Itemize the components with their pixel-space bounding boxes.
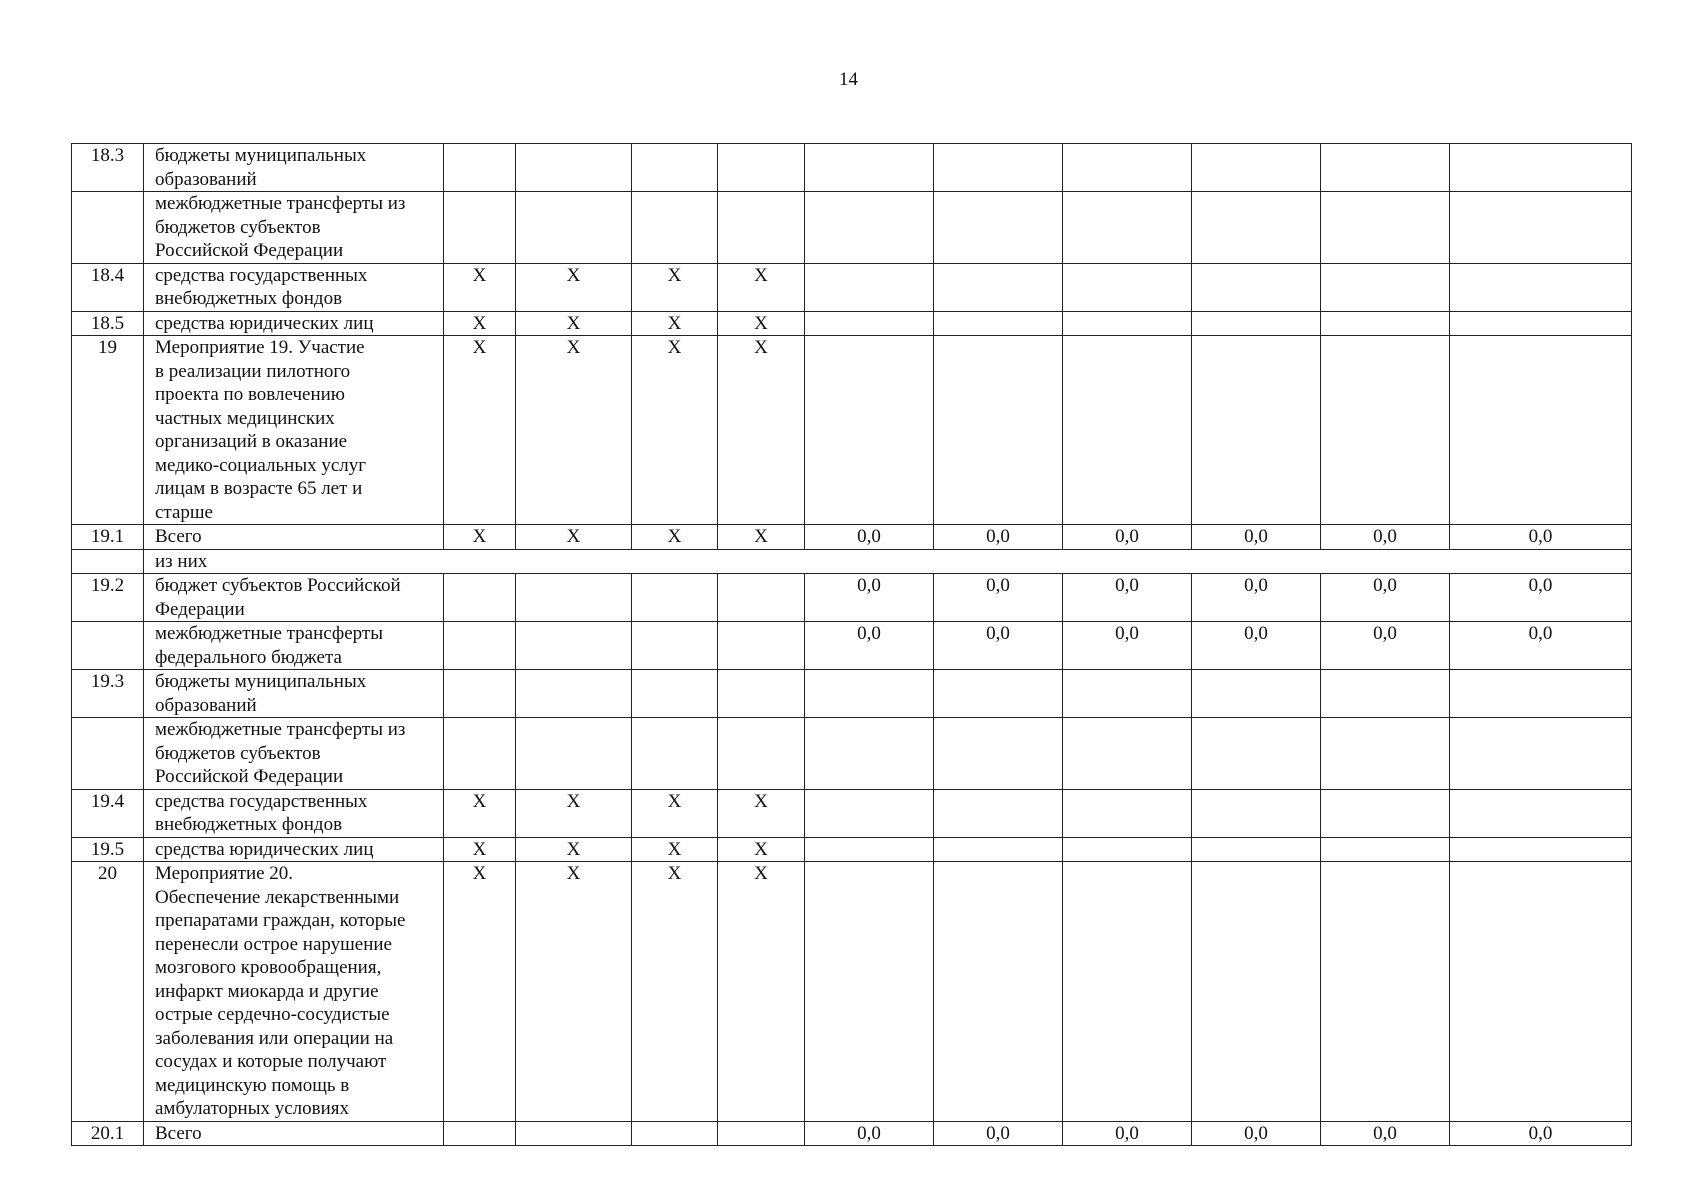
value-cell: 0,0 [1321, 525, 1450, 550]
value-cell [1063, 789, 1192, 837]
value-cell [1450, 837, 1632, 862]
mark-cell: X [516, 525, 632, 550]
mark-cell: X [632, 862, 718, 1122]
value-cell [1450, 862, 1632, 1122]
mark-cell: X [718, 525, 805, 550]
mark-cell [516, 144, 632, 192]
value-cell [1321, 862, 1450, 1122]
name-cell [144, 574, 444, 622]
value-cell [1063, 144, 1192, 192]
value-cell [805, 718, 934, 790]
value-cell [805, 789, 934, 837]
value-cell [1321, 192, 1450, 264]
name-cell [144, 144, 444, 192]
value-cell [1063, 336, 1192, 525]
mark-cell: X [632, 837, 718, 862]
table-body [72, 144, 1632, 1146]
table-row [72, 622, 1632, 670]
table-row [72, 1121, 1632, 1146]
value-cell [1063, 263, 1192, 311]
mark-cell: X [516, 336, 632, 525]
table-row [72, 789, 1632, 837]
value-cell [934, 311, 1063, 336]
mark-cell [516, 192, 632, 264]
value-cell [1321, 718, 1450, 790]
value-cell [805, 837, 934, 862]
value-cell [1063, 311, 1192, 336]
mark-cell [718, 718, 805, 790]
value-cell: 0,0 [1450, 525, 1632, 550]
mark-cell [516, 622, 632, 670]
value-cell: 0,0 [805, 525, 934, 550]
row-number: 19.1 [72, 525, 144, 550]
value-cell [934, 718, 1063, 790]
name-cell [144, 1121, 444, 1146]
value-cell [1192, 336, 1321, 525]
value-cell: 0,0 [934, 525, 1063, 550]
row-number [72, 622, 144, 670]
mark-cell: X [632, 263, 718, 311]
value-cell [934, 192, 1063, 264]
row-name: бюджеты муниципальных образований [155, 145, 367, 190]
mark-cell: X [444, 837, 516, 862]
value-cell: 0,0 [1192, 525, 1321, 550]
value-cell [805, 336, 934, 525]
mark-cell: X [718, 789, 805, 837]
value-cell [1192, 670, 1321, 718]
row-name: средства юридических лиц [155, 838, 374, 860]
value-cell [1321, 837, 1450, 862]
name-cell [144, 311, 444, 336]
value-cell [1192, 311, 1321, 336]
mark-cell [444, 144, 516, 192]
value-cell [1321, 789, 1450, 837]
value-cell [805, 192, 934, 264]
table-row [72, 336, 1632, 525]
mark-cell: X [444, 862, 516, 1122]
mark-cell [718, 670, 805, 718]
value-cell [934, 789, 1063, 837]
value-cell: 0,0 [805, 574, 934, 622]
mark-cell [444, 1121, 516, 1146]
value-cell [805, 862, 934, 1122]
value-cell [805, 144, 934, 192]
row-number: 20.1 [72, 1121, 144, 1146]
value-cell [934, 336, 1063, 525]
value-cell [1192, 192, 1321, 264]
row-name: бюджет субъектов Российской Федерации [155, 575, 401, 620]
mark-cell [718, 192, 805, 264]
row-number: 20 [72, 862, 144, 1122]
value-cell [1321, 263, 1450, 311]
mark-cell [632, 670, 718, 718]
mark-cell [444, 718, 516, 790]
mark-cell: X [516, 311, 632, 336]
value-cell [1450, 336, 1632, 525]
value-cell [1192, 862, 1321, 1122]
row-number [72, 718, 144, 790]
value-cell: 0,0 [1321, 622, 1450, 670]
mark-cell [444, 670, 516, 718]
name-cell [144, 718, 444, 790]
value-cell: 0,0 [1192, 1121, 1321, 1146]
value-cell [1063, 862, 1192, 1122]
row-name: Мероприятие 19. Участие в реализации пилотного проекта по вовлечению частных медицинских организаций в оказание медико-социальных услуг лицам в возрасте 65 лет и старше [155, 337, 367, 523]
value-cell [1450, 144, 1632, 192]
mark-cell [632, 192, 718, 264]
mark-cell [718, 144, 805, 192]
mark-cell [632, 144, 718, 192]
table-row [72, 718, 1632, 790]
page-number: 14 [839, 69, 858, 90]
value-cell: 0,0 [1192, 622, 1321, 670]
value-cell [1192, 144, 1321, 192]
value-cell [1192, 789, 1321, 837]
row-number: 19 [72, 336, 144, 525]
table-row [72, 525, 1632, 550]
row-name: средства государственных внебюджетных фондов [155, 264, 368, 309]
name-cell [144, 862, 444, 1122]
table-row [72, 837, 1632, 862]
row-number: 18.3 [72, 144, 144, 192]
mark-cell: X [444, 525, 516, 550]
mark-cell: X [444, 311, 516, 336]
value-cell [934, 144, 1063, 192]
row-number: 19.3 [72, 670, 144, 718]
value-cell [805, 311, 934, 336]
table-row [72, 144, 1632, 192]
value-cell [1321, 336, 1450, 525]
mark-cell [516, 718, 632, 790]
value-cell [1450, 789, 1632, 837]
value-cell: 0,0 [1450, 1121, 1632, 1146]
name-cell [144, 549, 1632, 574]
value-cell [1450, 263, 1632, 311]
value-cell: 0,0 [934, 622, 1063, 670]
row-name: средства юридических лиц [155, 312, 374, 334]
value-cell: 0,0 [1063, 1121, 1192, 1146]
row-number: 19.4 [72, 789, 144, 837]
value-cell [934, 670, 1063, 718]
name-cell [144, 336, 444, 525]
name-cell [144, 525, 444, 550]
table-row [72, 670, 1632, 718]
value-cell: 0,0 [805, 622, 934, 670]
value-cell [805, 263, 934, 311]
row-name: бюджеты муниципальных образований [155, 671, 367, 716]
table-row [72, 192, 1632, 264]
mark-cell: X [718, 336, 805, 525]
budget-table [71, 143, 1632, 1146]
value-cell: 0,0 [1450, 622, 1632, 670]
row-number: 18.4 [72, 263, 144, 311]
mark-cell: X [516, 263, 632, 311]
value-cell [1321, 311, 1450, 336]
name-cell [144, 622, 444, 670]
name-cell [144, 837, 444, 862]
value-cell [1192, 263, 1321, 311]
mark-cell: X [718, 862, 805, 1122]
value-cell: 0,0 [1321, 1121, 1450, 1146]
mark-cell [632, 574, 718, 622]
table-row [72, 574, 1632, 622]
value-cell: 0,0 [934, 574, 1063, 622]
value-cell [1321, 144, 1450, 192]
row-name: Всего [155, 1122, 202, 1144]
mark-cell: X [632, 789, 718, 837]
mark-cell: X [718, 311, 805, 336]
value-cell: 0,0 [1063, 525, 1192, 550]
value-cell [1063, 192, 1192, 264]
mark-cell [718, 1121, 805, 1146]
mark-cell: X [444, 336, 516, 525]
mark-cell: X [444, 789, 516, 837]
mark-cell [718, 574, 805, 622]
value-cell [1450, 718, 1632, 790]
mark-cell: X [516, 837, 632, 862]
value-cell [1063, 837, 1192, 862]
value-cell [1321, 670, 1450, 718]
row-number [72, 549, 144, 574]
row-number [72, 192, 144, 264]
row-number: 19.5 [72, 837, 144, 862]
table-row [72, 549, 1632, 574]
table-row [72, 263, 1632, 311]
value-cell [1450, 670, 1632, 718]
value-cell [1063, 670, 1192, 718]
mark-cell: X [632, 311, 718, 336]
mark-cell: X [444, 263, 516, 311]
value-cell: 0,0 [1063, 574, 1192, 622]
value-cell [934, 837, 1063, 862]
mark-cell: X [516, 789, 632, 837]
row-name: из них [155, 550, 208, 572]
value-cell [934, 862, 1063, 1122]
mark-cell [516, 574, 632, 622]
mark-cell [444, 622, 516, 670]
value-cell [1063, 718, 1192, 790]
value-cell: 0,0 [934, 1121, 1063, 1146]
name-cell [144, 192, 444, 264]
mark-cell: X [632, 525, 718, 550]
row-name: межбюджетные трансферты из бюджетов субъектов Российской Федерации [155, 193, 406, 261]
mark-cell [444, 192, 516, 264]
name-cell [144, 263, 444, 311]
value-cell: 0,0 [1321, 574, 1450, 622]
value-cell: 0,0 [1450, 574, 1632, 622]
mark-cell [632, 718, 718, 790]
value-cell [1192, 837, 1321, 862]
row-name: Всего [155, 526, 202, 547]
row-name: межбюджетные трансферты федерального бюджета [155, 623, 383, 668]
row-number: 18.5 [72, 311, 144, 336]
value-cell [1450, 192, 1632, 264]
value-cell: 0,0 [805, 1121, 934, 1146]
mark-cell [632, 622, 718, 670]
name-cell [144, 670, 444, 718]
row-name: средства государственных внебюджетных фондов [155, 790, 368, 835]
mark-cell [632, 1121, 718, 1146]
name-cell [144, 789, 444, 837]
mark-cell: X [516, 862, 632, 1122]
mark-cell [516, 1121, 632, 1146]
value-cell [805, 670, 934, 718]
mark-cell [444, 574, 516, 622]
value-cell [1450, 311, 1632, 336]
mark-cell: X [632, 336, 718, 525]
row-number: 19.2 [72, 574, 144, 622]
row-name: Мероприятие 20. Обеспечение лекарственными препаратами граждан, которые перенесли острое нарушение мозгового кровообращения, инфаркт миокарда и другие острые сердечно-сосудистые заболевания или операции на сосудах и которые получают медицинскую помощь в амбулаторных условиях [155, 863, 406, 1119]
mark-cell [516, 670, 632, 718]
value-cell [1192, 718, 1321, 790]
value-cell: 0,0 [1063, 622, 1192, 670]
value-cell: 0,0 [1192, 574, 1321, 622]
mark-cell [718, 622, 805, 670]
table-row [72, 311, 1632, 336]
value-cell [934, 263, 1063, 311]
mark-cell: X [718, 837, 805, 862]
mark-cell: X [718, 263, 805, 311]
table-row [72, 862, 1632, 1122]
row-name: межбюджетные трансферты из бюджетов субъектов Российской Федерации [155, 719, 406, 787]
